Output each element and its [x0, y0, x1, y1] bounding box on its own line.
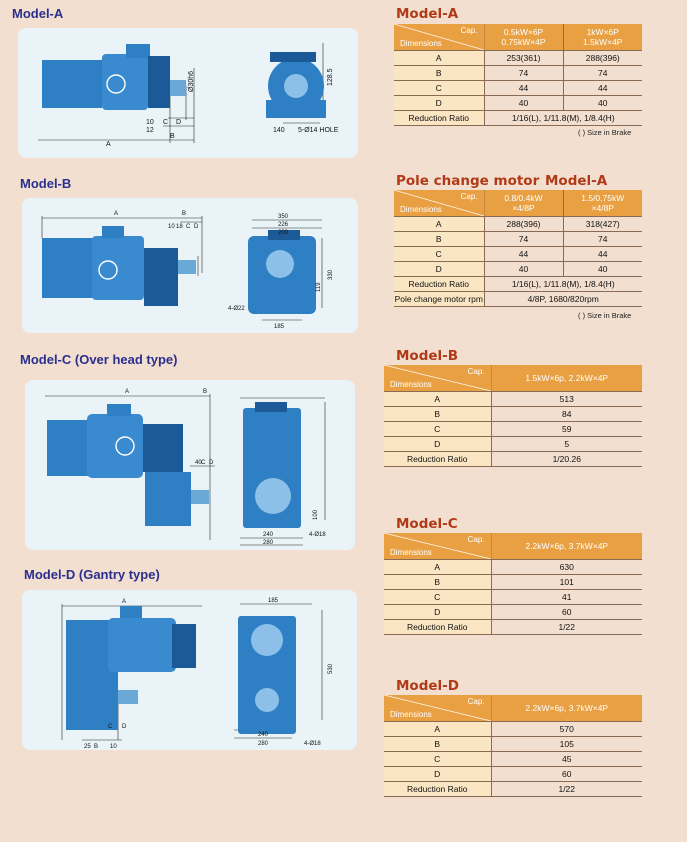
dim-18: 18: [176, 224, 183, 230]
dim-c: C: [201, 460, 206, 466]
cell-value: 60: [491, 767, 642, 782]
model-b-spec-table: [384, 365, 642, 467]
row-label: B: [384, 407, 491, 422]
cell-value: 5: [491, 437, 642, 452]
row-label: D: [384, 767, 491, 782]
model-a-heading: Model-A: [12, 6, 64, 21]
dim-a: A: [125, 389, 130, 395]
table-row: [394, 111, 642, 126]
table-row: [394, 277, 642, 292]
table-row: [394, 81, 642, 96]
dim-119: 119: [316, 282, 322, 292]
table-row: [394, 247, 642, 262]
cell-value: 40: [484, 262, 563, 277]
model-a-spec-table: [394, 24, 642, 126]
dim-530: 530: [328, 663, 334, 674]
dim-c: C: [186, 224, 191, 230]
motor-body: [42, 238, 98, 298]
dim-128: 128.5: [327, 68, 334, 86]
row-label: C: [384, 590, 491, 605]
row-label: Reduction Ratio: [394, 111, 484, 126]
dim-280: 280: [263, 540, 274, 546]
cell-value: 74: [563, 66, 642, 81]
header-corner: Cap. Dimensions: [384, 533, 491, 560]
dim-200: 200: [278, 230, 289, 236]
pole-table-model: Model-A: [545, 173, 608, 189]
cell-value: 44: [563, 81, 642, 96]
table-b-title: Model-B: [396, 348, 459, 364]
cell-value: 513: [491, 392, 642, 407]
dim-280: 280: [258, 741, 269, 747]
row-label: D: [384, 437, 491, 452]
dim-10: 10: [146, 119, 154, 126]
col-header: 0.8/0.4kW ×4/8P: [484, 190, 563, 217]
row-label: D: [394, 96, 484, 111]
motor-body: [42, 60, 102, 108]
table-row: [384, 407, 642, 422]
cell-value: 74: [563, 232, 642, 247]
row-label: C: [394, 247, 484, 262]
cell-value: 105: [491, 737, 642, 752]
table-row: [384, 392, 642, 407]
table-row: [384, 452, 642, 467]
cell-value: 44: [563, 247, 642, 262]
col-header: 2.2kW×6p, 3.7kW×4P: [491, 533, 642, 560]
dim-10: 10: [168, 224, 175, 230]
model-d-drawing-panel: [22, 590, 357, 750]
model-c-drawing: [25, 380, 355, 550]
cell-value: 288(396): [563, 51, 642, 66]
table-row: [384, 437, 642, 452]
gear-housing: [143, 424, 183, 472]
table-row: [384, 575, 642, 590]
model-a-drawing: [18, 28, 358, 158]
row-label: Reduction Ratio: [394, 277, 484, 292]
pole-table-title: Pole change motor: [396, 173, 540, 189]
brake-note: ( ) Size in Brake: [578, 311, 632, 320]
row-label: Pole change motor rpm: [394, 292, 484, 307]
table-row: [394, 66, 642, 81]
cell-value: 288(396): [484, 217, 563, 232]
row-label: Reduction Ratio: [384, 620, 491, 635]
row-label: B: [394, 232, 484, 247]
dim-c: C: [108, 724, 113, 730]
table-row: [384, 767, 642, 782]
table-row: [384, 620, 642, 635]
row-label: C: [384, 752, 491, 767]
cell-value: 253(361): [484, 51, 563, 66]
model-b-drawing: [22, 198, 358, 333]
cell-value: 60: [491, 605, 642, 620]
dim-100: 100: [313, 509, 319, 520]
cell-value: 630: [491, 560, 642, 575]
cell-value: 74: [484, 232, 563, 247]
cell-value: 74: [484, 66, 563, 81]
header-corner: Cap. Dimensions: [384, 365, 491, 392]
dim-hole: 4-Ø18: [309, 532, 326, 538]
dim-350: 350: [278, 214, 289, 220]
row-label: A: [394, 217, 484, 232]
cell-value: 318(427): [563, 217, 642, 232]
col-header: 1kW×6P 1.5kW×4P: [563, 24, 642, 51]
cell-value: 1/16(L), 1/11.8(M), 1/8.4(H): [484, 111, 642, 126]
dim-b: B: [203, 389, 208, 395]
table-a-title: Model-A: [396, 6, 459, 22]
cell-value: 45: [491, 752, 642, 767]
dim-d: D: [122, 724, 127, 730]
table-header-row: [384, 695, 642, 722]
dim-185: 185: [268, 598, 279, 604]
cell-value: 101: [491, 575, 642, 590]
row-label: Reduction Ratio: [384, 782, 491, 797]
row-label: B: [384, 575, 491, 590]
table-row: [384, 605, 642, 620]
dim-a: A: [122, 599, 127, 605]
cell-value: 44: [484, 81, 563, 96]
dim-140: 140: [273, 127, 285, 134]
gear-housing: [144, 248, 178, 306]
cell-value: 1/22: [491, 782, 642, 797]
table-row: [394, 217, 642, 232]
dim-b: B: [182, 211, 187, 217]
col-header: 2.2kW×6p, 3.7kW×4P: [491, 695, 642, 722]
cell-value: 84: [491, 407, 642, 422]
row-label: D: [384, 605, 491, 620]
row-label: A: [384, 392, 491, 407]
dim-12: 12: [146, 127, 154, 134]
model-c-spec-table: [384, 533, 642, 635]
model-c-drawing-panel: [25, 380, 355, 550]
dim-240: 240: [263, 532, 274, 538]
row-label: A: [394, 51, 484, 66]
row-label: B: [384, 737, 491, 752]
col-header: 1.5/0.75kW ×4/8P: [563, 190, 642, 217]
table-row: [384, 782, 642, 797]
brake-note: ( ) Size in Brake: [578, 128, 632, 137]
dim-d: D: [176, 119, 182, 126]
table-row: [384, 590, 642, 605]
table-row: [394, 292, 642, 307]
table-row: [394, 96, 642, 111]
table-row: [394, 51, 642, 66]
row-label: D: [394, 262, 484, 277]
row-label: A: [384, 722, 491, 737]
dim-10: 10: [110, 744, 117, 750]
cell-value: 40: [484, 96, 563, 111]
dim-25: 25: [84, 744, 91, 750]
cell-value: 41: [491, 590, 642, 605]
cell-value: 570: [491, 722, 642, 737]
dim-226: 226: [278, 222, 289, 228]
model-d-heading: Model-D (Gantry type): [24, 567, 160, 582]
row-label: C: [394, 81, 484, 96]
dim-phi: Ø30h6: [188, 70, 195, 92]
table-row: [394, 232, 642, 247]
cell-value: 4/8P, 1680/820rpm: [484, 292, 642, 307]
dim-hole: 5-Ø14 HOLE: [298, 127, 339, 134]
dim-d: D: [194, 224, 199, 230]
motor-body: [108, 618, 176, 672]
dim-a: A: [106, 141, 111, 148]
dim-b: B: [170, 133, 175, 140]
dim-c: C: [163, 119, 169, 126]
dim-40: 40: [195, 460, 202, 466]
table-row: [384, 560, 642, 575]
row-label: A: [384, 560, 491, 575]
table-row: [384, 737, 642, 752]
model-b-heading: Model-B: [20, 176, 72, 191]
row-label: C: [384, 422, 491, 437]
table-row: [384, 722, 642, 737]
dim-185: 185: [274, 324, 285, 330]
header-corner: Cap. Dimensions: [394, 24, 484, 51]
table-d-title: Model-D: [396, 678, 459, 694]
model-d-spec-table: [384, 695, 642, 797]
table-header-row: [384, 365, 642, 392]
col-header: 1.5kW×6p, 2.2kW×4P: [491, 365, 642, 392]
cell-value: 44: [484, 247, 563, 262]
dim-hole: 4-Ø22: [228, 306, 245, 312]
dim-hole: 4-Ø18: [304, 741, 321, 747]
cell-value: 1/22: [491, 620, 642, 635]
cell-value: 1/20.26: [491, 452, 642, 467]
header-corner: Cap. Dimensions: [394, 190, 484, 217]
table-row: [384, 422, 642, 437]
row-label: B: [394, 66, 484, 81]
model-a-drawing-panel: [18, 28, 358, 158]
dim-b: B: [94, 744, 99, 750]
model-c-heading: Model-C (Over head type): [20, 352, 178, 367]
cell-value: 59: [491, 422, 642, 437]
table-header-row: [394, 190, 642, 217]
model-d-drawing: [22, 590, 357, 750]
dim-240: 240: [258, 732, 269, 738]
row-label: Reduction Ratio: [384, 452, 491, 467]
table-c-title: Model-C: [396, 516, 458, 532]
table-row: [384, 752, 642, 767]
table-header-row: [384, 533, 642, 560]
pole-change-spec-table: [394, 190, 642, 307]
cell-value: 1/16(L), 1/11.8(M), 1/8.4(H): [484, 277, 642, 292]
table-header-row: [394, 24, 642, 51]
header-corner: Cap. Dimensions: [384, 695, 491, 722]
dim-d: D: [209, 460, 214, 466]
dim-a: A: [114, 211, 119, 217]
model-b-drawing-panel: [22, 198, 358, 333]
table-row: [394, 262, 642, 277]
cell-value: 40: [563, 262, 642, 277]
dim-330: 330: [328, 269, 334, 280]
cell-value: 40: [563, 96, 642, 111]
col-header: 0.5kW×6P 0.75kW×4P: [484, 24, 563, 51]
